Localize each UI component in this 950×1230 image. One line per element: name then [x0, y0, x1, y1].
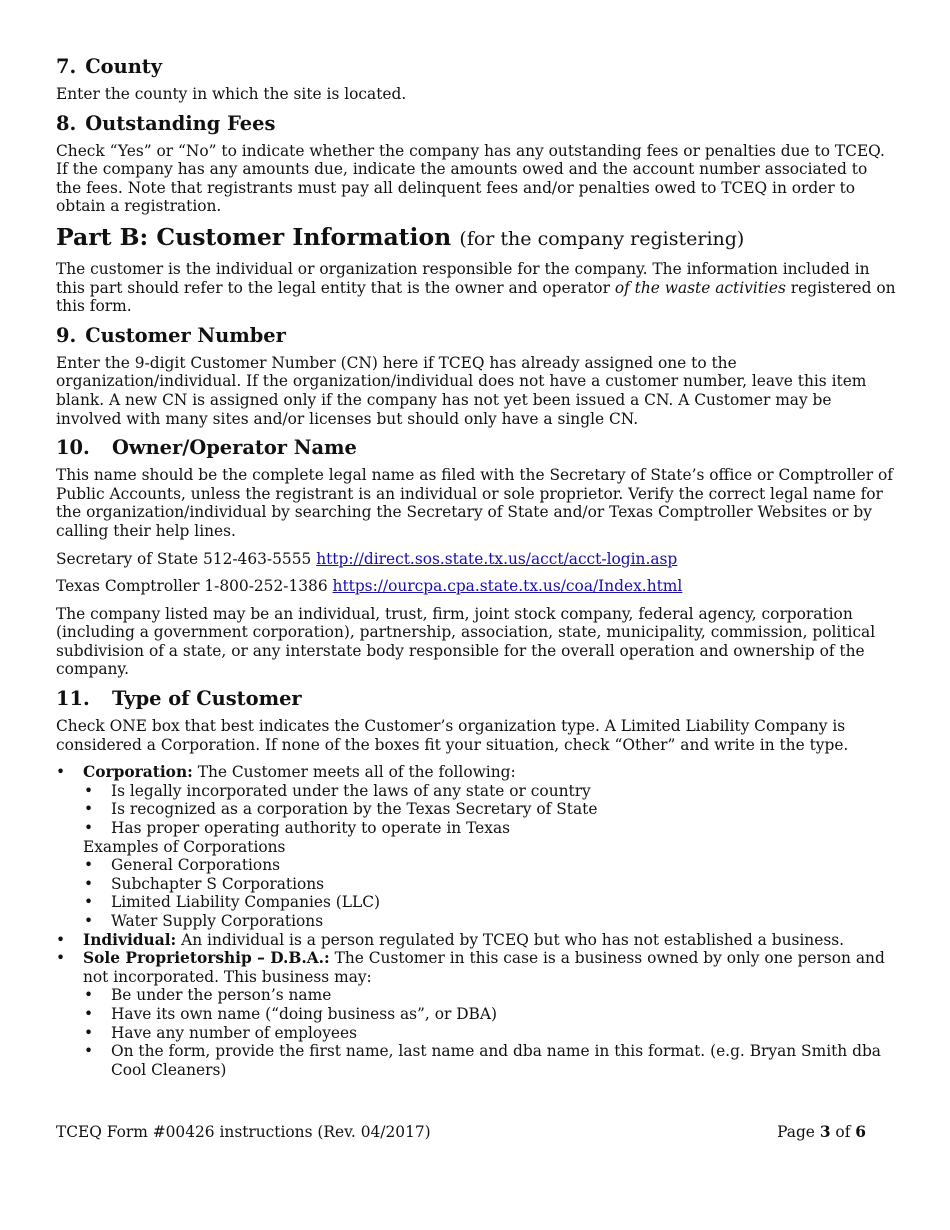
list-item: • General Corporations — [83, 856, 896, 875]
part-b-subtitle: (for the company registering) — [459, 227, 745, 250]
section-11-heading — [56, 687, 896, 711]
section-number: 10. — [56, 436, 90, 460]
section-10-body-2: The company listed may be an individual, trust, firm, joint stock company, federal agency, corporation (including a government corporation), partnership, association, state, municipality, commission, political subdivision of a state, or any interstate body responsible for the overall operation and ownership of the company. — [56, 604, 876, 679]
list-item: • Water Supply Corporations — [83, 912, 896, 931]
section-11-body: Check ONE box that best indicates the Customer’s organization type. A Limited Liability Company is considered a Corporation. If none of the boxes fit your situation, check “Other” and write in the type. — [56, 717, 849, 754]
section-10-body: This name should be the complete legal name as filed with the Secretary of State’s office or Comptroller of Public Accounts, unless the registrant is an individual or sole proprietor. Verify the correct legal name for the organization/individual by searching the Secretary of State and/or Texas Comptroller Websites or by calling their help lines. — [56, 466, 893, 540]
section-title: Owner/Operator Name — [112, 436, 357, 460]
list-item: • Subchapter S Corporations — [83, 875, 896, 894]
form-id: TCEQ Form #00426 instructions (Rev. 04/2017) — [56, 1123, 431, 1141]
section-title: Type of Customer — [112, 687, 302, 711]
part-b-title: Part B: Customer Information — [56, 222, 452, 251]
secretary-of-state-line: Secretary of State 512-463-5555 http://direct.sos.state.tx.us/acct/acct-login.asp — [56, 549, 678, 568]
page-footer — [56, 1123, 866, 1142]
part-b-body: The customer is the individual or organization responsible for the company. The information included in this part should refer to the legal entity that is the owner and operator of the waste activities registered on this form. — [56, 259, 896, 316]
section-9-heading — [56, 324, 896, 348]
section-title: County — [85, 55, 163, 78]
secretary-of-state-link[interactable]: http://direct.sos.state.tx.us/acct/acct-login.asp — [316, 549, 678, 568]
document-page — [56, 55, 896, 1079]
list-item-individual: • Individual: An individual is a person regulated by TCEQ but who has not established a business. — [56, 931, 896, 950]
part-b-heading — [56, 223, 896, 253]
list-item: • Limited Liability Companies (LLC) — [83, 893, 896, 912]
list-item-corporation: • Corporation: The Customer meets all of the following: • Is legally incorporated under the laws of any state or country • Is recognized as a corporation by the Texas Secretary of State • Has proper operating authority to operate in Texas Examples of Corporations • General Corporations • Subchapter S Corporations • Limited Liability Companies (LLC) • Water Supply Corporations — [56, 763, 896, 930]
list-item: • On the form, provide the first name, last name and dba name in this format. (e.g. Bryan Smith dba Cool Cleaners) — [83, 1042, 896, 1079]
section-number: 7. — [56, 55, 77, 78]
sole-proprietorship-list — [83, 986, 896, 1079]
comptroller-link[interactable]: https://ourcpa.cpa.state.tx.us/coa/Index.html — [332, 577, 683, 596]
section-title: Customer Number — [85, 323, 286, 347]
section-number: 9. — [56, 323, 77, 347]
section-8-heading — [56, 112, 896, 136]
corporation-criteria-list — [83, 782, 896, 838]
comptroller-line: Texas Comptroller 1-800-252-1386 https://ourcpa.cpa.state.tx.us/coa/Index.html — [56, 577, 683, 596]
section-title: Outstanding Fees — [85, 111, 276, 135]
list-item-sole-proprietorship: • Sole Proprietorship – D.B.A.: The Customer in this case is a business owned by only one person and not incorporated. This business may: • Be under the person’s name • Have its own name (“doing business as”, or DBA) • Have any number of employees • On the form, provide the first name, last name and dba name in this format. (e.g. Bryan Smith dba Cool Cleaners) — [56, 949, 896, 1079]
section-9-body: Enter the 9-digit Customer Number (CN) here if TCEQ has already assigned one to the organization/individual. If the organization/individual does not have a customer number, leave this item blank. A new CN is assigned only if the company has not yet been issued a CN. A Customer may be involved with many sites and/or licenses but should only have a single CN. — [56, 353, 867, 428]
customer-type-list — [56, 763, 896, 1079]
page-number: Page 3 of 6 — [777, 1123, 866, 1141]
list-item: • Is recognized as a corporation by the Texas Secretary of State — [83, 800, 896, 819]
section-number: 8. — [56, 111, 77, 135]
list-item: • Have its own name (“doing business as”, or DBA) — [83, 1005, 896, 1024]
section-8-body: Check “Yes” or “No” to indicate whether the company has any outstanding fees or penalties due to TCEQ. If the company has any amounts due, indicate the amounts owed and the account number associated to the fees. Note that registrants must pay all delinquent fees and/or penalties owed to TCEQ in order to obtain a registration. — [56, 141, 885, 216]
section-10-heading — [56, 436, 896, 460]
section-number: 11. — [56, 687, 90, 711]
list-item: • Is legally incorporated under the laws of any state or country — [83, 782, 896, 801]
list-item: • Have any number of employees — [83, 1024, 896, 1043]
corporation-examples-list — [83, 856, 896, 930]
examples-label: Examples of Corporations — [83, 837, 286, 856]
list-item: • Be under the person’s name — [83, 986, 896, 1005]
list-item: • Has proper operating authority to operate in Texas — [83, 819, 896, 838]
section-7-heading — [56, 55, 896, 79]
section-7-body: Enter the county in which the site is located. — [56, 85, 407, 103]
